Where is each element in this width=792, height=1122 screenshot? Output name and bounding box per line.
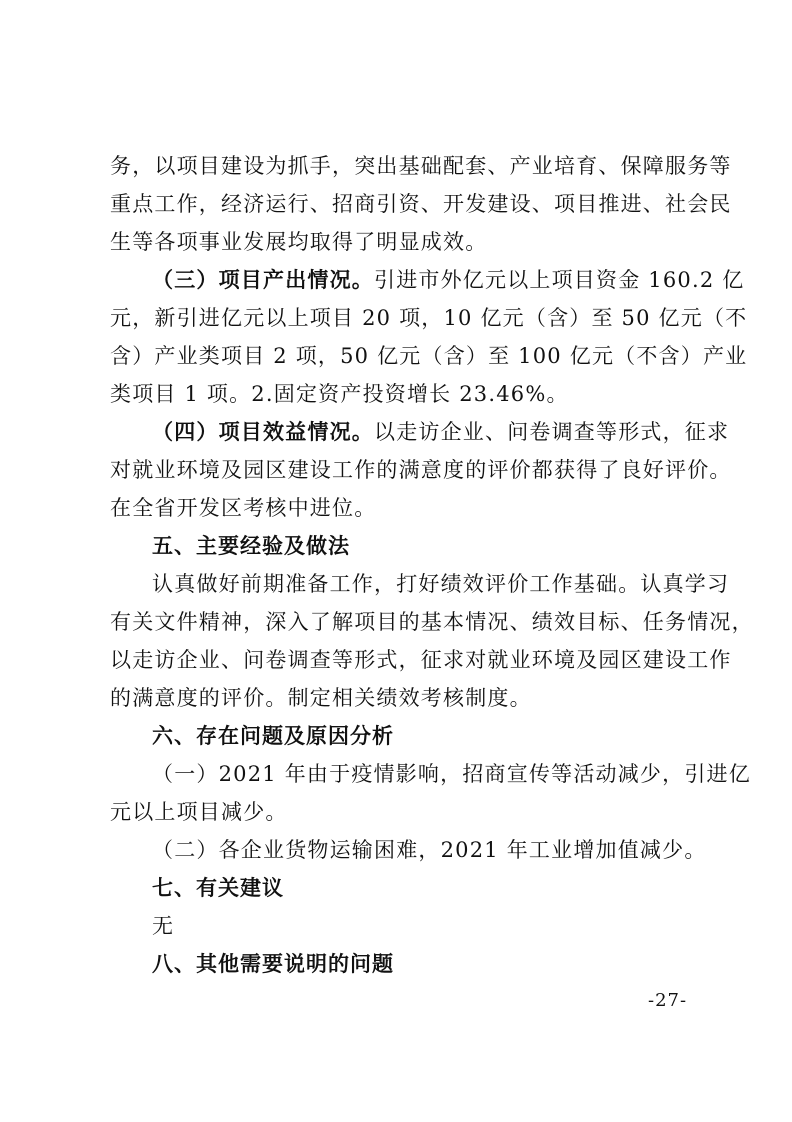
paragraph-line: （一）2021 年由于疫情影响，招商宣传等活动减少，引进亿 [152,762,751,786]
paragraph-line: 的满意度的评价。制定相关绩效考核制度。 [110,686,532,710]
section-heading: 五、主要经验及做法 [152,534,350,558]
paragraph-line: 无 [152,914,175,938]
paragraph-line: 类项目 1 项。2.固定资产投资增长 23.46%。 [110,382,569,406]
paragraph-line: 重点工作，经济运行、招商引资、开发建设、项目推进、社会民 [110,192,732,216]
section-heading: 六、存在问题及原因分析 [152,724,394,748]
paragraph-text: 以走访企业、问卷调查等形式，征求 [374,420,730,444]
paragraph-line: 有关文件精神，深入了解项目的基本情况、绩效目标、任务情况， [110,610,754,634]
paragraph-line: 以走访企业、问卷调查等形式，征求对就业环境及园区建设工作 [110,648,732,672]
section-heading: 七、有关建议 [152,876,284,900]
paragraph-line: 含）产业类项目 2 项，50 亿元（含）至 100 亿元（不含）产业 [110,344,748,368]
paragraph-line: 生等各项事业发展均取得了明显成效。 [110,230,488,254]
paragraph-line: 元，新引进亿元以上项目 20 项，10 亿元（含）至 50 亿元（不 [110,306,748,330]
paragraph-line [152,414,742,451]
section-lead: （三）项目产出情况。 [152,268,374,292]
paragraph-text: 引进市外亿元以上项目资金 160.2 亿 [374,268,745,292]
paragraph-line [152,262,745,299]
paragraph-line: 元以上项目减少。 [110,800,288,824]
section-lead: （四）项目效益情况。 [152,420,374,444]
page-number: -27- [648,990,688,1011]
section-heading: 八、其他需要说明的问题 [152,952,394,976]
paragraph-line: 务，以项目建设为抓手，突出基础配套、产业培育、保障服务等 [110,154,732,178]
paragraph-line: （二）各企业货物运输困难，2021 年工业增加值减少。 [152,838,707,862]
paragraph-line: 对就业环境及园区建设工作的满意度的评价都获得了良好评价。 [110,458,732,482]
paragraph-line: 在全省开发区考核中进位。 [110,496,377,520]
paragraph-line: 认真做好前期准备工作，打好绩效评价工作基础。认真学习 [152,572,730,596]
